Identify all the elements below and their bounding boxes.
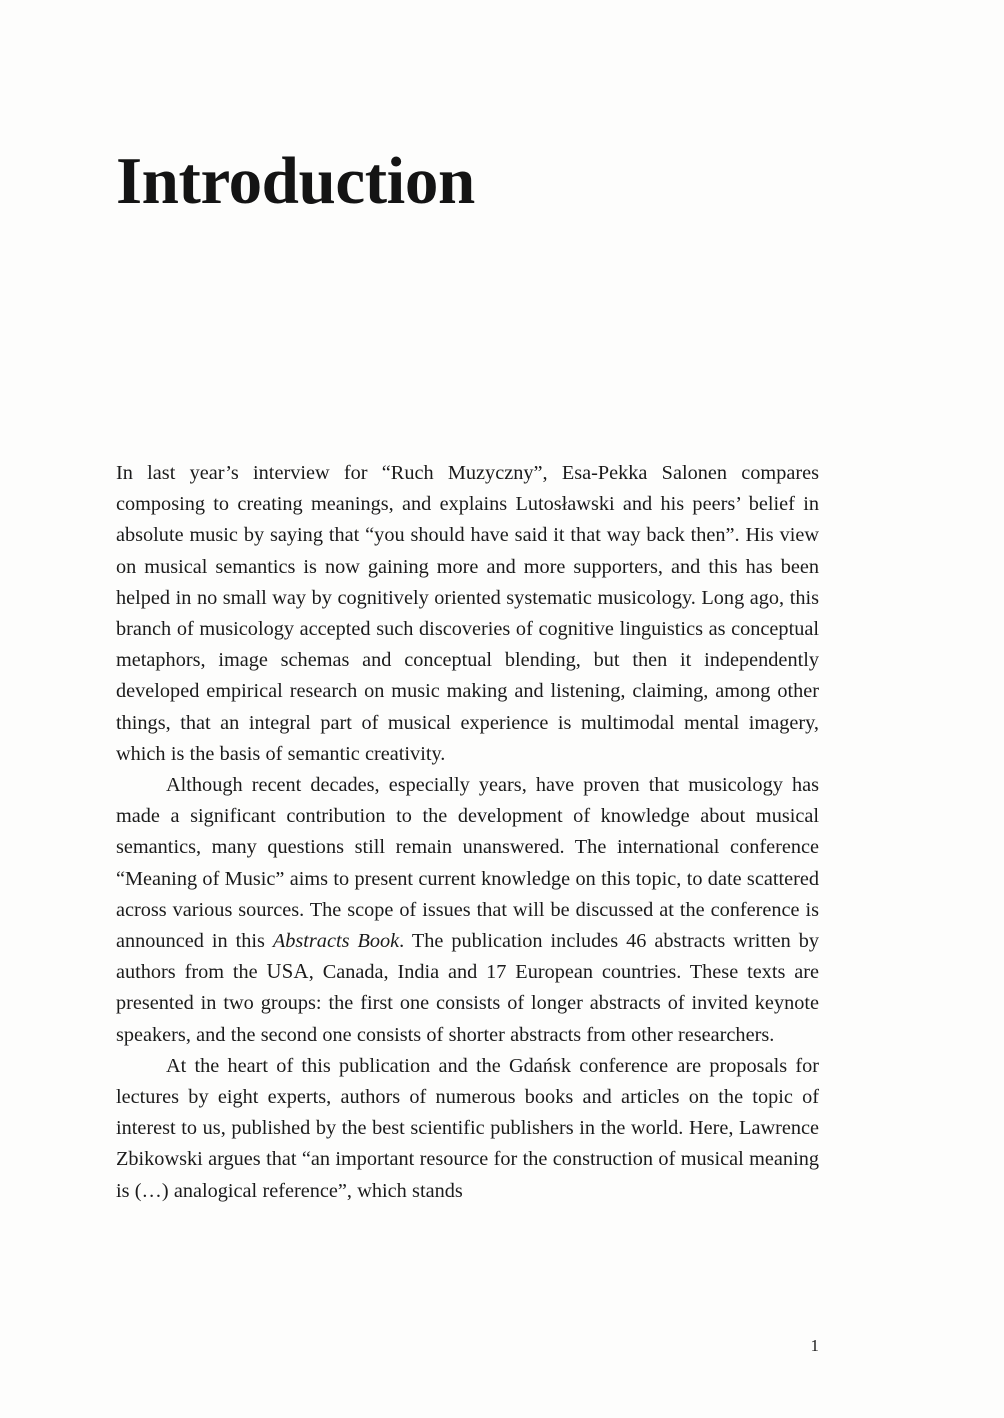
text-run: Although recent decades, especially years, have proven that musicology has made a significant contribution to the development of knowledge about musical semantics, many questions still remain unanswered. The international conference “Meaning of Music” aims to present current knowledge on this topic, to date scattered across various sources. The scope of issues that will be discussed at the conference is announced in this xyxy=(116,774,819,953)
text-run: In last year’s interview for “Ruch Muzyczny”, Esa-Pekka Salonen compares composing to creating meanings, and explains Lutosławski and his peers’ belief in absolute music by saying that “you should have said it that way back then”. His view on musical semantics is now gaining more and more supporters, and this has been helped in no small way by cognitively oriented systematic musicology. Long ago, this branch of musicology accepted such discoveries of cognitive linguistics as conceptual metaphors, image schemas and conceptual blending, but then it independently developed empirical research on music making and listening, claiming, among other things, that an integral part of musical experience is multimodal mental imagery, which is the basis of semantic creativity. xyxy=(116,462,819,765)
page-title: Introduction xyxy=(116,143,475,218)
text-run: At the heart of this publication and the Gdańsk conference are proposals for lectures by eight experts, authors of numerous books and articles on the topic of interest to us, published by the best scientific publishers in the world. Here, Lawrence Zbikowski argues that “an important resource for the construction of musical meaning is (…) analogical reference”, which stands xyxy=(116,1054,819,1202)
page-number: 1 xyxy=(810,1336,819,1355)
body-text-column xyxy=(116,458,819,1207)
paragraph-3 xyxy=(116,1051,819,1207)
text-run: . The publication includes 46 abstracts written by authors from the xyxy=(116,930,819,984)
italic-title: Abstracts Book xyxy=(272,930,400,953)
paragraph-2 xyxy=(116,770,819,1051)
text-run: , Canada, India and 17 European countries. These texts are presented in two groups: the first one consists of longer abstracts of invited keynote speakers, and the second one consists of shorter abstracts from other researchers. xyxy=(116,961,819,1046)
paragraph-1 xyxy=(116,458,819,770)
small-caps-acronym: USA xyxy=(266,961,309,984)
